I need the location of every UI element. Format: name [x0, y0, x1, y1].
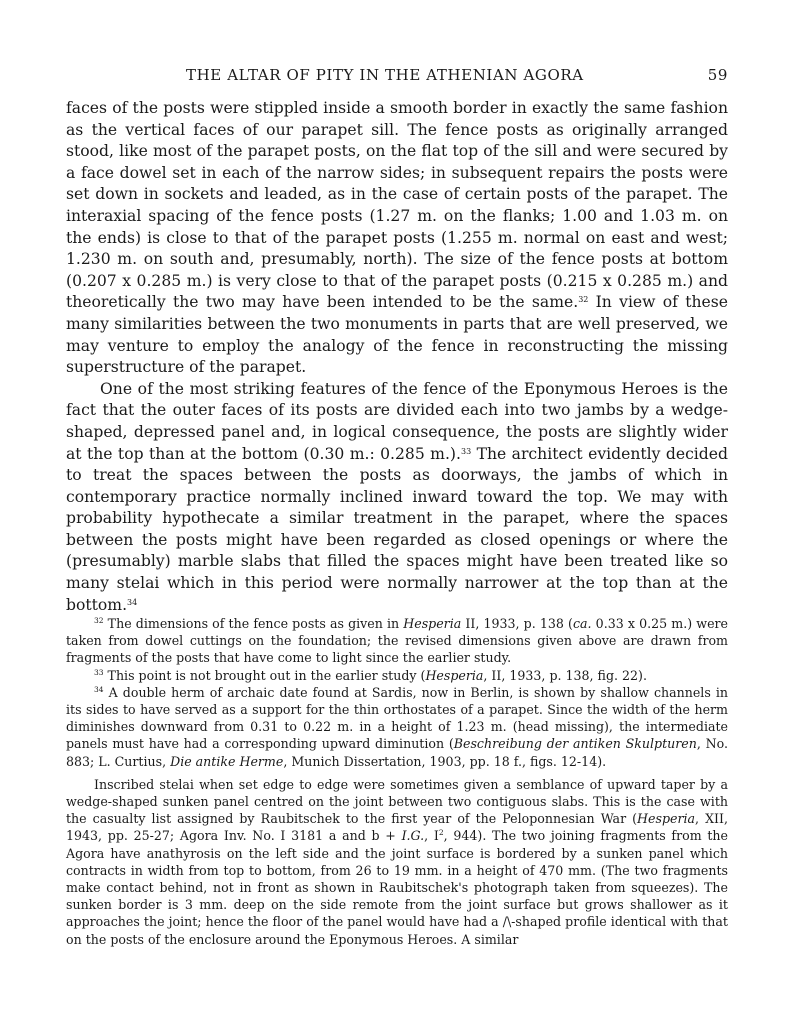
footnote-text: 0.33 x 0.25 m.) were taken from dowel cuttings on the foundation; the revised dimensions given above are drawn from fragments of the posts that have come to light since the earlier study. [66, 616, 728, 666]
body-text-run: faces of the posts were stippled inside a smooth border in exactly the same fashion as the vertical faces of our parapet sill. The fence posts as originally arranged stood, like most of the parapet posts, on the flat top of the sill and were secured by a face dowel set in each of the narrow sides; in subsequent repairs the posts were set down in sockets and leaded, as in the case of certain posts of the parapet. The interaxial spacing of the fence posts (1.27 m. on the flanks; 1.00 and 1.03 m. on the ends) is close to that of the parapet posts (1.255 m. normal on east and west; 1.230 m. on south and, presumably, north). The size of the fence posts at bottom (0.207 x 0.285 m.) is very close to that of the parapet posts (0.215 x 0.285 m.) and theoretically the two may have been intended to be the same. [66, 99, 728, 312]
running-title: THE ALTAR OF PITY IN THE ATHENIAN AGORA [186, 66, 584, 84]
footnote-33 [66, 667, 728, 684]
footnote-ref: 34 [127, 597, 138, 607]
footnote-text: , I [424, 828, 439, 844]
body-text-run: One of the most striking features of the fence of the Eponymous Heroes is the fact that the outer faces of its posts are divided each into two jambs by a wedge-shaped, depressed panel and, in logical consequence, the posts are slightly wider at the top than at the bottom (0.30 m.: 0.285 m.). [66, 379, 728, 463]
main-text [66, 98, 728, 616]
footnote-ref: 32 [578, 295, 589, 305]
body-text-run: The architect evidently decided to treat the spaces between the posts as doorways, the jambs of which in contemporary practice normally inclined inward toward the top. We may with probability hypothecate a similar treatment in the parapet, where the spaces between the posts might have been regarded as closed openings or where the (presumably) marble slabs that filled the spaces might have been treated like so many stelai which in this period were normally narrower at the top than at the bottom. [66, 444, 728, 614]
work-title: Die antike Herme [170, 753, 284, 769]
page-number: 59 [707, 66, 728, 84]
body-paragraph [66, 379, 728, 617]
footnote-number: 32 [94, 616, 104, 625]
footnote-text: , XII, 1943, pp. 25-27; Agora Inv. No. I 3181 a and b + [66, 811, 728, 844]
body-text-run: In view of these many similarities between the two monuments in parts that are well preserved, we may venture to employ the analogy of the fence in reconstructing the missing superstructure of the parapet. [66, 293, 728, 377]
footnote-text: Inscribed stelai when set edge to edge were sometimes given a semblance of upward taper by a wedge-shaped sunken panel centred on the joint between two contiguous slabs. This is the case with the casualty list assigned by Raubitschek to the first year of the Peloponnesian War ( [66, 776, 728, 827]
journal-title: Hesperia [403, 616, 462, 631]
footnote-text: , Munich Dissertation, 1903, pp. 18 f., figs. 12-14). [283, 753, 607, 769]
footnotes [66, 615, 728, 948]
footnote-text: II, 1933, p. 138 ( [461, 616, 573, 631]
superscript: 2 [438, 828, 444, 838]
running-header [66, 66, 728, 86]
footnote-text: A double herm of archaic date found at Sardis, now in Berlin, is shown by shallow channels in its sides to have served as a support for the thin orthostates of a parapet. Since the width of the herm diminishes downward from 0.31 to 0.22 m. in a height of 1.23 m. (head missing), the intermediate panels must have had a corresponding upward diminution ( [66, 684, 728, 752]
abbreviation: I.G. [401, 828, 425, 844]
footnote-ref: 33 [460, 446, 472, 456]
footnote-text: This point is not brought out in the earlier study ( [103, 667, 426, 683]
work-title: Beschreibung der antiken Skulpturen [453, 736, 697, 752]
footnote-text: The dimensions of the fence posts as given in [103, 616, 404, 631]
footnote-text: , II, 1933, p. 138, fig. 22). [483, 667, 647, 683]
footnote-number: 34 [94, 684, 104, 694]
journal-title: Hesperia [637, 811, 696, 827]
footnote-text: , 944). The two joining fragments from the Agora have anathyrosis on the left side and the joint surface is bordered by a sunken panel which contracts in width from top to bottom, from 26 to 19 mm. in a height of 470 mm. (The two fragments make contact behind, not in front as shown in Raubitschek's photograph taken from squeezes). The sunken border is 3 mm. deep on the side remote from the joint surface but grows shallower as it approaches the joint; hence the floor of the panel would have had a /\-shaped profile identical with that on the posts of the enclosure around the Eponymous Heroes. A similar [66, 828, 728, 947]
journal-title: Hesperia [425, 667, 484, 683]
footnote-32 [66, 615, 728, 667]
body-paragraph [66, 98, 728, 379]
footnote-text: , No. 883; L. Curtius, [66, 736, 729, 769]
footnote-34 [66, 684, 728, 770]
abbreviation: ca. [572, 616, 592, 631]
footnote-34-continued [66, 776, 728, 948]
footnote-number: 33 [94, 667, 104, 677]
